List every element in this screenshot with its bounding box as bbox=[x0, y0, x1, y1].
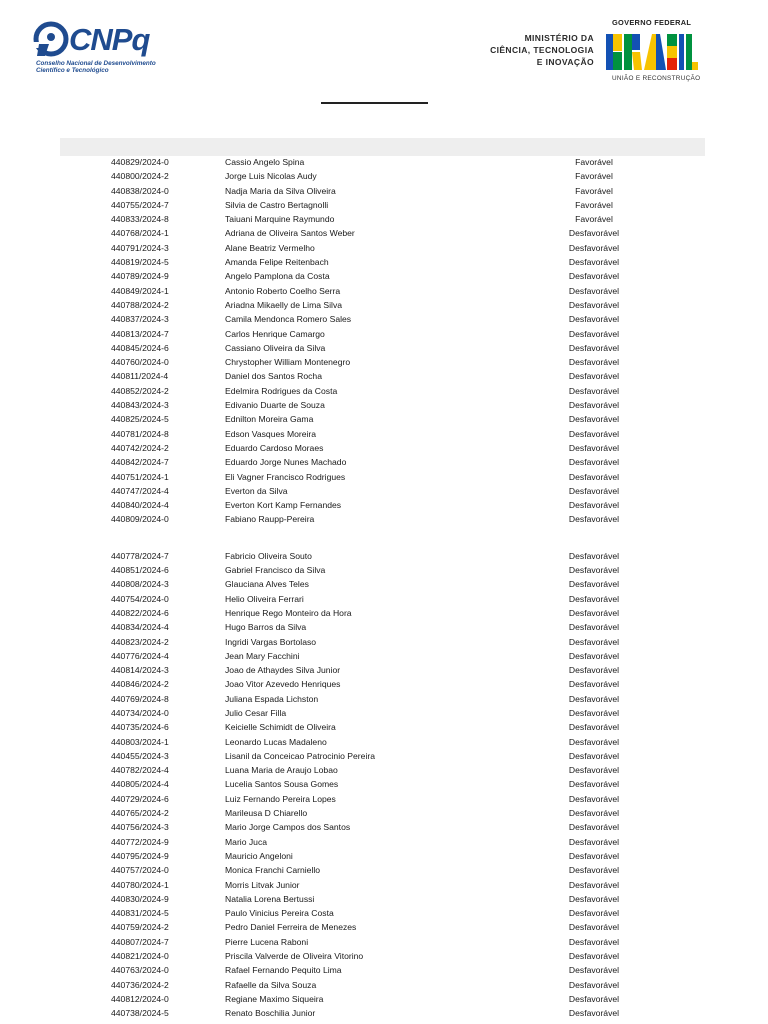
government-title: GOVERNO FEDERAL bbox=[612, 18, 692, 27]
evaluation-result: Desfavorável bbox=[568, 665, 620, 676]
evaluation-result: Desfavorável bbox=[568, 357, 620, 368]
table-row bbox=[0, 327, 768, 341]
process-number: 440755/2024-7 bbox=[111, 199, 169, 210]
process-number: 440846/2024-2 bbox=[111, 679, 169, 690]
table-row bbox=[0, 412, 768, 426]
researcher-name: Rafaelle da Silva Souza bbox=[225, 979, 317, 990]
researcher-name: Amanda Felipe Reitenbach bbox=[225, 257, 329, 268]
evaluation-result: Desfavorável bbox=[568, 579, 620, 590]
evaluation-result: Desfavorável bbox=[568, 328, 620, 339]
brasil-wordmark-icon bbox=[606, 32, 698, 72]
researcher-name: Juliana Espada Lichston bbox=[225, 693, 319, 704]
table-row bbox=[0, 777, 768, 791]
researcher-name: Eli Vagner Francisco Rodrigues bbox=[225, 471, 346, 482]
evaluation-result: Favorável bbox=[575, 214, 613, 225]
cnpq-subtitle-line1: Conselho Nacional de Desenvolvimento bbox=[36, 60, 156, 67]
evaluation-result: Desfavorável bbox=[568, 285, 620, 296]
results-list bbox=[0, 155, 768, 1021]
researcher-name: Julio Cesar Filla bbox=[225, 707, 287, 718]
process-number: 440782/2024-4 bbox=[111, 765, 169, 776]
ministry-line2: CIÊNCIA, TECNOLOGIA bbox=[490, 45, 594, 55]
government-slogan: UNIÃO E RECONSTRUÇÃO bbox=[612, 75, 701, 82]
table-row bbox=[0, 592, 768, 606]
table-row bbox=[0, 706, 768, 720]
evaluation-result: Desfavorável bbox=[568, 979, 620, 990]
table-row bbox=[0, 498, 768, 512]
process-number: 440776/2024-4 bbox=[111, 650, 169, 661]
researcher-name: Natalia Lorena Bertussi bbox=[225, 893, 315, 904]
table-row bbox=[0, 978, 768, 992]
evaluation-result: Desfavorável bbox=[568, 1008, 620, 1019]
brasil-wordmark-text: BRASIL bbox=[606, 32, 610, 33]
process-number: 440809/2024-0 bbox=[111, 514, 169, 525]
table-row bbox=[0, 284, 768, 298]
table-row bbox=[0, 312, 768, 326]
researcher-name: Adriana de Oliveira Santos Weber bbox=[225, 228, 355, 239]
table-row bbox=[0, 663, 768, 677]
table-row bbox=[0, 355, 768, 369]
table-row bbox=[0, 620, 768, 634]
table-row bbox=[0, 820, 768, 834]
evaluation-result: Desfavorável bbox=[568, 514, 620, 525]
researcher-name: Ariadna Mikaelly de Lima Silva bbox=[225, 299, 343, 310]
evaluation-result: Desfavorável bbox=[568, 500, 620, 511]
researcher-name: Jean Mary Facchini bbox=[225, 650, 300, 661]
researcher-name: Luana Maria de Araujo Lobao bbox=[225, 765, 338, 776]
researcher-name: Everton da Silva bbox=[225, 485, 288, 496]
researcher-name: Lucelia Santos Sousa Gomes bbox=[225, 779, 339, 790]
table-row bbox=[0, 649, 768, 663]
evaluation-result: Desfavorável bbox=[568, 779, 620, 790]
researcher-name: Angelo Pamplona da Costa bbox=[225, 271, 330, 282]
researcher-name: Regiane Maximo Siqueira bbox=[225, 993, 324, 1004]
researcher-name: Helio Oliveira Ferrari bbox=[225, 593, 304, 604]
process-number: 440811/2024-4 bbox=[111, 371, 169, 382]
process-number: 440760/2024-0 bbox=[111, 357, 169, 368]
process-number: 440738/2024-5 bbox=[111, 1008, 169, 1019]
process-number: 440800/2024-2 bbox=[111, 171, 169, 182]
researcher-name: Alane Beatriz Vermelho bbox=[225, 242, 315, 253]
researcher-name: Edivanio Duarte de Souza bbox=[225, 400, 325, 411]
table-row bbox=[0, 255, 768, 269]
researcher-name: Cassiano Oliveira da Silva bbox=[225, 342, 326, 353]
process-number: 440742/2024-2 bbox=[111, 442, 169, 453]
table-row bbox=[0, 606, 768, 620]
table-row bbox=[0, 549, 768, 563]
cnpq-wordmark: CNPq bbox=[69, 22, 150, 57]
researcher-name: Lisanil da Conceicao Patrocinio Pereira bbox=[225, 750, 375, 761]
researcher-name: Pierre Lucena Raboni bbox=[225, 936, 309, 947]
researcher-name: Luiz Fernando Pereira Lopes bbox=[225, 793, 336, 804]
researcher-name: Ingridi Vargas Bortolaso bbox=[225, 636, 317, 647]
researcher-name: Hugo Barros da Silva bbox=[225, 622, 307, 633]
process-number: 440822/2024-6 bbox=[111, 607, 169, 618]
table-row bbox=[0, 863, 768, 877]
table-row bbox=[0, 226, 768, 240]
process-number: 440789/2024-9 bbox=[111, 271, 169, 282]
evaluation-result: Desfavorável bbox=[568, 808, 620, 819]
researcher-name: Ednilton Moreira Gama bbox=[225, 414, 314, 425]
evaluation-result: Desfavorável bbox=[568, 622, 620, 633]
evaluation-result: Favorável bbox=[575, 171, 613, 182]
table-row bbox=[0, 184, 768, 198]
ministry-line1: MINISTÉRIO DA bbox=[524, 33, 594, 43]
table-row bbox=[0, 1006, 768, 1020]
process-number: 440781/2024-8 bbox=[111, 428, 169, 439]
table-row bbox=[0, 849, 768, 863]
process-number: 440838/2024-0 bbox=[111, 185, 169, 196]
evaluation-result: Desfavorável bbox=[568, 257, 620, 268]
table-row bbox=[0, 749, 768, 763]
process-number: 440763/2024-0 bbox=[111, 965, 169, 976]
table-row bbox=[0, 577, 768, 591]
table-row bbox=[0, 735, 768, 749]
process-number: 440756/2024-3 bbox=[111, 822, 169, 833]
table-row bbox=[0, 935, 768, 949]
evaluation-result: Favorável bbox=[575, 185, 613, 196]
table-row bbox=[0, 269, 768, 283]
table-row bbox=[0, 892, 768, 906]
evaluation-result: Desfavorável bbox=[568, 485, 620, 496]
evaluation-result: Desfavorável bbox=[568, 850, 620, 861]
table-row bbox=[0, 455, 768, 469]
researcher-name: Mauricio Angeloni bbox=[225, 850, 293, 861]
evaluation-result: Desfavorável bbox=[568, 879, 620, 890]
table-row bbox=[0, 369, 768, 383]
researcher-name: Carlos Henrique Camargo bbox=[225, 328, 325, 339]
researcher-name: Pedro Daniel Ferreira de Menezes bbox=[225, 922, 357, 933]
evaluation-result: Desfavorável bbox=[568, 471, 620, 482]
process-number: 440849/2024-1 bbox=[111, 285, 169, 296]
evaluation-result: Desfavorável bbox=[568, 299, 620, 310]
process-number: 440808/2024-3 bbox=[111, 579, 169, 590]
process-number: 440807/2024-7 bbox=[111, 936, 169, 947]
cnpq-logo bbox=[33, 16, 173, 78]
evaluation-result: Desfavorável bbox=[568, 922, 620, 933]
evaluation-result: Desfavorável bbox=[568, 636, 620, 647]
table-row bbox=[0, 963, 768, 977]
table-row bbox=[0, 198, 768, 212]
evaluation-result: Desfavorável bbox=[568, 371, 620, 382]
process-number: 440829/2024-0 bbox=[111, 157, 169, 167]
researcher-name: Joao Vitor Azevedo Henriques bbox=[225, 679, 341, 690]
evaluation-result: Desfavorável bbox=[568, 750, 620, 761]
process-number: 440759/2024-2 bbox=[111, 922, 169, 933]
researcher-name: Nadja Maria da Silva Oliveira bbox=[225, 185, 336, 196]
process-number: 440791/2024-3 bbox=[111, 242, 169, 253]
evaluation-result: Desfavorável bbox=[568, 822, 620, 833]
table-row bbox=[0, 512, 768, 526]
process-number: 440840/2024-4 bbox=[111, 500, 169, 511]
researcher-name: Renato Boschilia Junior bbox=[225, 1008, 316, 1019]
process-number: 440845/2024-6 bbox=[111, 342, 169, 353]
evaluation-result: Desfavorável bbox=[568, 765, 620, 776]
evaluation-result: Desfavorável bbox=[568, 457, 620, 468]
process-number: 440803/2024-1 bbox=[111, 736, 169, 747]
evaluation-result: Desfavorável bbox=[568, 693, 620, 704]
evaluation-result: Desfavorável bbox=[568, 607, 620, 618]
table-row bbox=[0, 720, 768, 734]
researcher-name: Morris Litvak Junior bbox=[225, 879, 300, 890]
process-number: 440837/2024-3 bbox=[111, 314, 169, 325]
researcher-name: Everton Kort Kamp Fernandes bbox=[225, 500, 342, 511]
evaluation-result: Desfavorável bbox=[568, 593, 620, 604]
table-row bbox=[0, 949, 768, 963]
evaluation-result: Desfavorável bbox=[568, 865, 620, 876]
table-row bbox=[0, 212, 768, 226]
evaluation-result: Desfavorável bbox=[568, 228, 620, 239]
evaluation-result: Desfavorável bbox=[568, 314, 620, 325]
table-row bbox=[0, 341, 768, 355]
table-row bbox=[0, 484, 768, 498]
process-number: 440812/2024-0 bbox=[111, 993, 169, 1004]
researcher-name: Rafael Fernando Pequito Lima bbox=[225, 965, 342, 976]
evaluation-result: Desfavorável bbox=[568, 442, 620, 453]
researcher-name: Chrystopher William Montenegro bbox=[225, 357, 351, 368]
evaluation-result: Desfavorável bbox=[568, 722, 620, 733]
researcher-name: Eduardo Jorge Nunes Machado bbox=[225, 457, 347, 468]
process-number: 440851/2024-6 bbox=[111, 565, 169, 576]
researcher-name: Fabiano Raupp-Pereira bbox=[225, 514, 315, 525]
process-number: 440833/2024-8 bbox=[111, 214, 169, 225]
evaluation-result: Desfavorável bbox=[568, 893, 620, 904]
evaluation-result: Desfavorável bbox=[568, 836, 620, 847]
evaluation-result: Desfavorável bbox=[568, 650, 620, 661]
table-row bbox=[0, 878, 768, 892]
title-underline bbox=[321, 102, 428, 104]
researcher-name: Marileusa D Chiarello bbox=[225, 808, 308, 819]
evaluation-result: Desfavorável bbox=[568, 936, 620, 947]
evaluation-result: Desfavorável bbox=[568, 550, 620, 561]
process-number: 440780/2024-1 bbox=[111, 879, 169, 890]
researcher-name: Mario Jorge Campos dos Santos bbox=[225, 822, 351, 833]
table-row bbox=[0, 169, 768, 183]
table-row bbox=[0, 635, 768, 649]
evaluation-result: Desfavorável bbox=[568, 414, 620, 425]
process-number: 440757/2024-0 bbox=[111, 865, 169, 876]
evaluation-result: Desfavorável bbox=[568, 965, 620, 976]
process-number: 440830/2024-9 bbox=[111, 893, 169, 904]
researcher-name: Edelmira Rodrigues da Costa bbox=[225, 385, 338, 396]
researcher-name: Fabricio Oliveira Souto bbox=[225, 550, 312, 561]
researcher-name: Gabriel Francisco da Silva bbox=[225, 565, 326, 576]
process-number: 440842/2024-7 bbox=[111, 457, 169, 468]
table-row bbox=[0, 835, 768, 849]
table-row bbox=[0, 677, 768, 691]
researcher-name: Antonio Roberto Coelho Serra bbox=[225, 285, 341, 296]
evaluation-result: Desfavorável bbox=[568, 342, 620, 353]
process-number: 440747/2024-4 bbox=[111, 485, 169, 496]
process-number: 440852/2024-2 bbox=[111, 385, 169, 396]
evaluation-result: Desfavorável bbox=[568, 385, 620, 396]
process-number: 440814/2024-3 bbox=[111, 665, 169, 676]
ministry-line3: E INOVAÇÃO bbox=[536, 57, 594, 67]
table-row bbox=[0, 563, 768, 577]
process-number: 440788/2024-2 bbox=[111, 299, 169, 310]
process-number: 440805/2024-4 bbox=[111, 779, 169, 790]
table-row bbox=[0, 692, 768, 706]
evaluation-result: Desfavorável bbox=[568, 793, 620, 804]
table-row bbox=[0, 920, 768, 934]
process-number: 440825/2024-5 bbox=[111, 414, 169, 425]
table-row bbox=[0, 992, 768, 1006]
process-number: 440769/2024-8 bbox=[111, 693, 169, 704]
researcher-name: Keicielle Schimidt de Oliveira bbox=[225, 722, 336, 733]
process-number: 440455/2024-3 bbox=[111, 750, 169, 761]
process-number: 440823/2024-2 bbox=[111, 636, 169, 647]
researcher-name: Paulo Vinicius Pereira Costa bbox=[225, 908, 334, 919]
process-number: 440735/2024-6 bbox=[111, 722, 169, 733]
process-number: 440834/2024-4 bbox=[111, 622, 169, 633]
researcher-name: Edson Vasques Moreira bbox=[225, 428, 317, 439]
researcher-name: Eduardo Cardoso Moraes bbox=[225, 442, 324, 453]
researcher-name: Daniel dos Santos Rocha bbox=[225, 371, 322, 382]
evaluation-result: Desfavorável bbox=[568, 428, 620, 439]
table-row bbox=[0, 241, 768, 255]
evaluation-result: Desfavorável bbox=[568, 679, 620, 690]
process-number: 440734/2024-0 bbox=[111, 707, 169, 718]
process-number: 440729/2024-6 bbox=[111, 793, 169, 804]
researcher-name: Priscila Valverde de Oliveira Vitorino bbox=[225, 951, 364, 962]
researcher-name: Henrique Rego Monteiro da Hora bbox=[225, 607, 352, 618]
evaluation-result: Desfavorável bbox=[568, 271, 620, 282]
process-number: 440765/2024-2 bbox=[111, 808, 169, 819]
researcher-name: Leonardo Lucas Madaleno bbox=[225, 736, 327, 747]
table-row bbox=[0, 298, 768, 312]
cnpq-subtitle-line2: Científico e Tecnológico bbox=[36, 67, 109, 74]
table-row bbox=[0, 384, 768, 398]
table-row bbox=[0, 427, 768, 441]
process-number: 440821/2024-0 bbox=[111, 951, 169, 962]
researcher-name: Monica Franchi Carniello bbox=[225, 865, 321, 876]
process-number: 440736/2024-2 bbox=[111, 979, 169, 990]
table-row bbox=[0, 806, 768, 820]
evaluation-result: Desfavorável bbox=[568, 908, 620, 919]
researcher-name: Glauciana Alves Teles bbox=[225, 579, 309, 590]
table-row bbox=[0, 763, 768, 777]
process-number: 440772/2024-9 bbox=[111, 836, 169, 847]
evaluation-result: Desfavorável bbox=[568, 993, 620, 1004]
process-number: 440795/2024-9 bbox=[111, 850, 169, 861]
researcher-name: Silvia de Castro Bertagnolli bbox=[225, 199, 329, 210]
ministry-name bbox=[490, 32, 594, 68]
researcher-name: Taiuani Marquine Raymundo bbox=[225, 214, 335, 225]
process-number: 440751/2024-1 bbox=[111, 471, 169, 482]
researcher-name: Cassio Angelo Spina bbox=[225, 157, 305, 167]
evaluation-result: Desfavorável bbox=[568, 951, 620, 962]
table-row bbox=[0, 792, 768, 806]
evaluation-result: Desfavorável bbox=[568, 400, 620, 411]
table-row bbox=[0, 906, 768, 920]
table-row bbox=[0, 155, 768, 169]
evaluation-result: Favorável bbox=[575, 157, 613, 167]
table-row bbox=[0, 441, 768, 455]
evaluation-result: Desfavorável bbox=[568, 242, 620, 253]
table-row bbox=[0, 398, 768, 412]
table-row bbox=[0, 470, 768, 484]
evaluation-result: Favorável bbox=[575, 199, 613, 210]
process-number: 440754/2024-0 bbox=[111, 593, 169, 604]
researcher-name: Mario Juca bbox=[225, 836, 268, 847]
researcher-name: Camila Mendonca Romero Sales bbox=[225, 314, 352, 325]
evaluation-result: Desfavorável bbox=[568, 707, 620, 718]
table-header-band bbox=[60, 138, 705, 156]
researcher-name: Joao de Athaydes Silva Junior bbox=[225, 665, 341, 676]
evaluation-result: Desfavorável bbox=[568, 736, 620, 747]
cnpq-emblem-icon bbox=[33, 20, 69, 58]
process-number: 440831/2024-5 bbox=[111, 908, 169, 919]
cnpq-subtitle bbox=[36, 60, 156, 74]
process-number: 440768/2024-1 bbox=[111, 228, 169, 239]
process-number: 440843/2024-3 bbox=[111, 400, 169, 411]
evaluation-result: Desfavorável bbox=[568, 565, 620, 576]
process-number: 440813/2024-7 bbox=[111, 328, 169, 339]
process-number: 440819/2024-5 bbox=[111, 257, 169, 268]
government-logo bbox=[606, 18, 702, 86]
process-number: 440778/2024-7 bbox=[111, 550, 169, 561]
researcher-name: Jorge Luis Nicolas Audy bbox=[225, 171, 317, 182]
